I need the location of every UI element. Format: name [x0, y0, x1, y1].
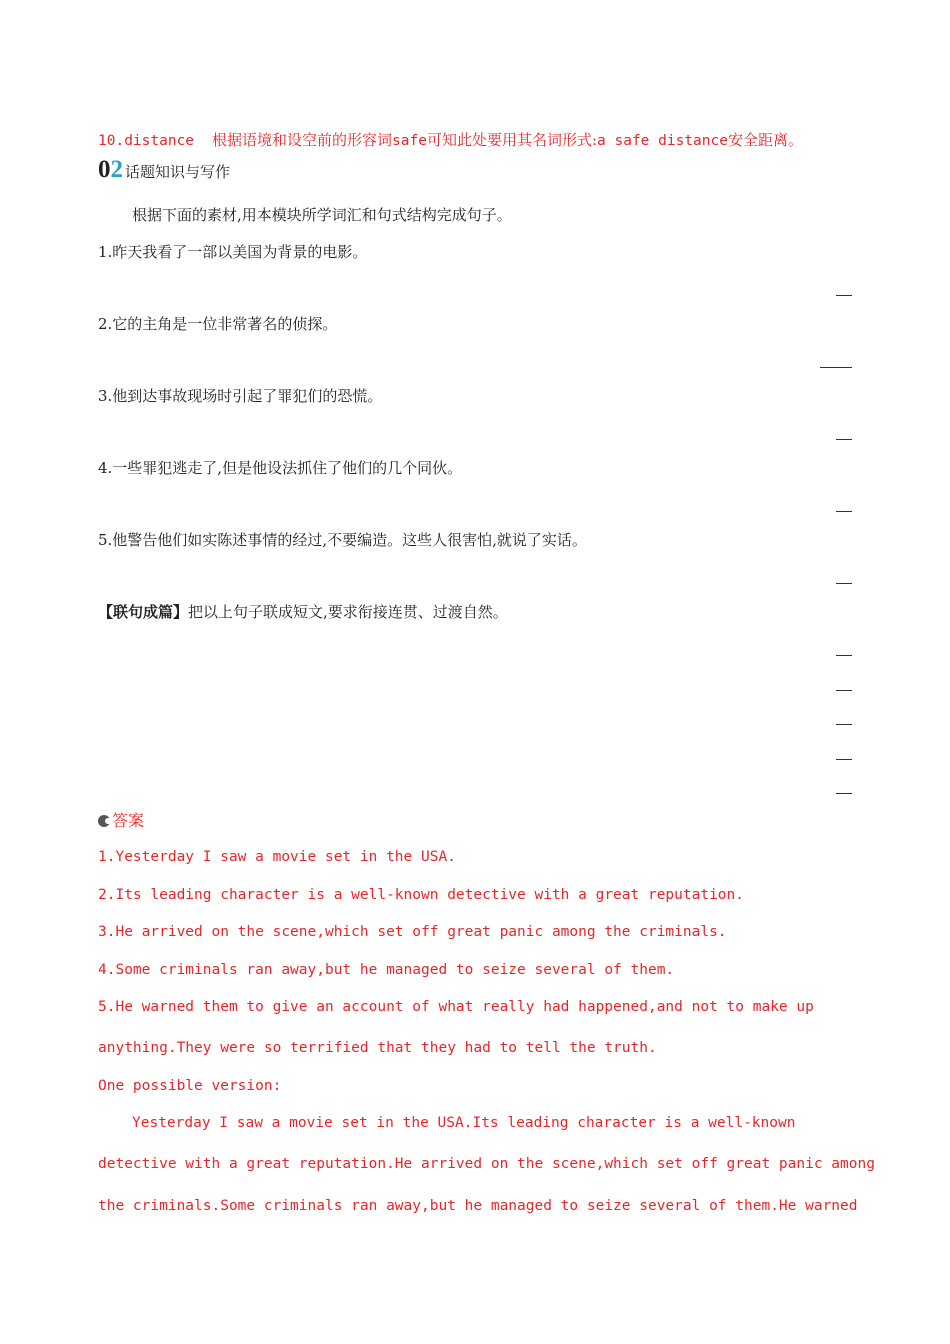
- answer-10-line: [98, 129, 803, 150]
- prompt-5: 5.他警告他们如实陈述事情的经过,不要编造。这些人很害怕,就说了实话。: [98, 531, 587, 549]
- answer-blank-2[interactable]: [820, 367, 852, 368]
- answer-heading: 答案: [98, 808, 144, 831]
- composition-text: 把以上句子联成短文,要求衔接连贯、过渡自然。: [188, 603, 508, 621]
- answer-3: 3.He arrived on the scene,which set off great panic among the criminals.: [98, 924, 727, 940]
- version-line-3: the criminals.Some criminals ran away,but he managed to seize several of them.He warned: [98, 1198, 858, 1214]
- composition-blank-2[interactable]: [836, 690, 852, 691]
- composition-blank-5[interactable]: [836, 793, 852, 794]
- answer-4: 4.Some criminals ran away,but he managed to seize several of them.: [98, 962, 675, 978]
- composition-label: 【联句成篇】: [98, 603, 189, 621]
- answer-5: 5.He warned them to give an account of what really had happened,and not to make up: [98, 999, 814, 1015]
- answer-10-word: 10.distance: [98, 133, 195, 149]
- prompt-3: 3.他到达事故现场时引起了罪犯们的恐慌。: [98, 387, 383, 405]
- prompt-2: 2.它的主角是一位非常著名的侦探。: [98, 315, 338, 333]
- answer-icon: [98, 815, 110, 827]
- answer-10-explanation-post: 安全距离。: [727, 131, 803, 149]
- composition-blank-1[interactable]: [836, 655, 852, 656]
- answer-2: 2.Its leading character is a well-known detective with a great reputation.: [98, 887, 745, 903]
- answer-blank-5[interactable]: [836, 583, 852, 584]
- version-line-1: Yesterday I saw a movie set in the USA.Its leading character is a well-known: [132, 1115, 796, 1131]
- answer-10-explanation-mid: 可知此处要用其名词形式:: [426, 131, 598, 149]
- answer-10-keyword: safe: [392, 133, 427, 149]
- prompt-1: 1.昨天我看了一部以美国为背景的电影。: [98, 243, 368, 261]
- section-title: 话题知识与写作: [125, 163, 231, 181]
- instruction: 根据下面的素材,用本模块所学词汇和句式结构完成句子。: [132, 206, 512, 224]
- composition-blank-3[interactable]: [836, 724, 852, 725]
- composition-blank-4[interactable]: [836, 759, 852, 760]
- version-line-2: detective with a great reputation.He arrived on the scene,which set off great panic among: [98, 1156, 875, 1172]
- section-number: 02: [98, 156, 123, 183]
- answer-10-explanation-pre: 根据语境和设空前的形容词: [212, 131, 393, 149]
- answer-blank-4[interactable]: [836, 511, 852, 512]
- prompt-4: 4.一些罪犯逃走了,但是他设法抓住了他们的几个同伙。: [98, 459, 463, 477]
- section-heading: [98, 156, 230, 184]
- answer-5-cont: anything.They were so terrified that they had to tell the truth.: [98, 1040, 657, 1056]
- composition-instruction: [98, 601, 508, 622]
- version-label: One possible version:: [98, 1078, 282, 1094]
- answer-10-phrase: a safe distance: [597, 133, 728, 149]
- answer-1: 1.Yesterday I saw a movie set in the USA.: [98, 849, 456, 865]
- answer-blank-3[interactable]: [836, 439, 852, 440]
- answer-blank-1[interactable]: [836, 295, 852, 296]
